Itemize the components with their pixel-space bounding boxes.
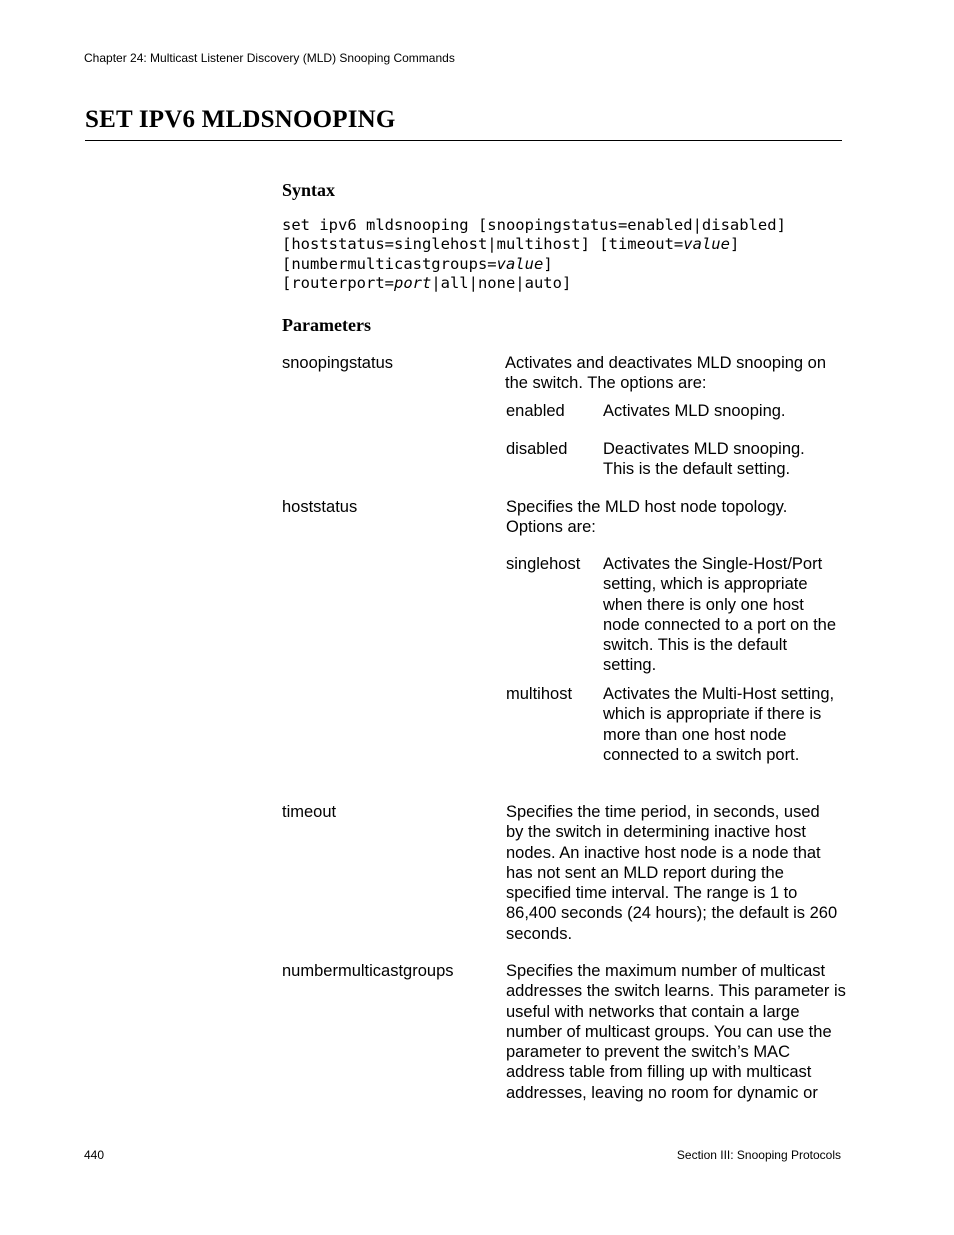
param-timeout-name: timeout [282,803,337,821]
syntax-heading: Syntax [282,180,336,200]
title-divider [85,140,842,141]
syntax-segment: ] [543,254,553,273]
section-footer: Section III: Snooping Protocols [676,1148,841,1162]
option-enabled-name: enabled [506,402,565,420]
syntax-line [282,255,786,274]
option-singlehost-desc: Activates the Single-Host/Port setting, which is appropriate when there is only one host node connected to a port on the switch. This is the default setting. [603,555,837,675]
option-singlehost-name: singlehost [506,555,581,573]
option-multihost-name: multihost [506,685,573,703]
option-enabled-desc: Activates MLD snooping. [603,402,786,420]
syntax-line [282,216,786,235]
syntax-code [282,216,786,293]
syntax-placeholder: port [393,273,432,292]
page-number: 440 [84,1148,105,1162]
param-timeout-desc: Specifies the time period, in seconds, used by the switch in determining inactive host nodes. An inactive host node is a node that has not sent an MLD report during the specified time interval. The range is 1 to 86,400 seconds (24 hours); the default is 260 seconds. [506,803,838,943]
param-numbermulticastgroups-name: numbermulticastgroups [282,962,454,980]
syntax-segment: [routerport= [282,273,394,292]
syntax-line [282,274,786,293]
param-numbermulticastgroups-desc: Specifies the maximum number of multicast addresses the switch learns. This parameter is useful with networks that contain a large number of multicast groups. You can use the parameter to prevent the switch’s MAC address table from filling up with multicast addresses, leaving no room for dynamic or [506,962,846,1102]
syntax-segment: [hoststatus=singlehost|multihost] [timeout= [282,235,684,254]
page-title: SET IPV6 MLDSNOOPING [85,106,396,133]
syntax-segment: set ipv6 mldsnooping [snoopingstatus=enabled|disabled] [282,216,786,234]
option-disabled-name: disabled [506,440,568,458]
syntax-segment: [numbermulticastgroups= [282,254,497,273]
syntax-placeholder: value [683,235,730,254]
syntax-segment: ] [729,235,740,254]
param-hoststatus-desc: Specifies the MLD host node topology. Options are: [506,498,788,537]
syntax-line [282,235,786,254]
syntax-placeholder: value [496,254,544,273]
param-snoopingstatus-name: snoopingstatus [282,354,393,372]
param-hoststatus-name: hoststatus [282,498,358,516]
option-multihost-desc: Activates the Multi-Host setting, which is appropriate if there is more than one host node connected to a switch port. [603,685,835,764]
parameters-heading: Parameters [282,315,371,335]
syntax-segment: |all|none|auto] [431,273,572,292]
param-snoopingstatus-desc: Activates and deactivates MLD snooping on the switch. The options are: [505,354,827,393]
running-header: Chapter 24: Multicast Listener Discovery (MLD) Snooping Commands [84,51,455,65]
option-disabled-desc: Deactivates MLD snooping. This is the default setting. [603,440,805,479]
